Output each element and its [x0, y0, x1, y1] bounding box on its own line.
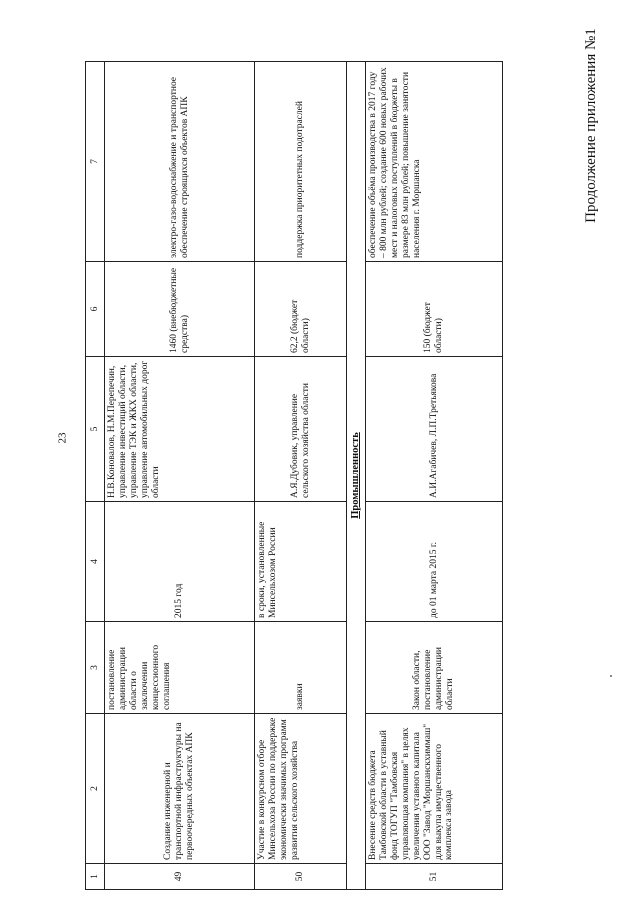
- funding-cell: 62,2 (бюджет области): [255, 262, 347, 357]
- scan-speck: [610, 675, 612, 677]
- responsible-cell: А.Я.Дубовик, управление сельского хозяйства области: [255, 357, 347, 502]
- term-cell: 2015 год: [105, 502, 255, 622]
- table-container: [85, 62, 503, 890]
- col-header: 1: [86, 864, 105, 890]
- col-header: 6: [86, 262, 105, 357]
- table-header-row: [86, 62, 105, 890]
- row-number: 51: [366, 864, 503, 890]
- measure-cell: Создание инженерной и транспортной инфраструктуры на первоочередных объектах АПК: [105, 714, 255, 864]
- term-cell: до 01 марта 2015 г.: [366, 502, 503, 622]
- col-header: 7: [86, 62, 105, 262]
- annex-title: Продолжение приложения №1: [582, 27, 599, 223]
- col-header: 4: [86, 502, 105, 622]
- document-cell: заявки: [255, 622, 347, 714]
- measure-cell: Внесение средств бюджета Тамбовской области в уставный фонд ТОГУП "Тамбовская управляющая компания" в целях увеличения уставного капитала ООО "Завод "Моршанскхиммаш" для выкупа имущественного комплекса завода: [366, 714, 503, 864]
- measures-table: [85, 61, 503, 890]
- term-cell: в сроки, установленные Минсельхозом России: [255, 502, 347, 622]
- responsible-cell: Н.В.Коновалов, Н.М.Перепечин, управление инвестиций области, управление ТЭК и ЖКХ области, управление автомобильных дорог области: [105, 357, 255, 502]
- row-number: 50: [255, 864, 347, 890]
- table-row: [366, 62, 503, 890]
- section-row: [347, 62, 366, 890]
- table-row: [105, 62, 255, 890]
- measure-cell: Участие в конкурсном отборе Минсельхоза России по поддержке экономически значимых программ развития сельского хозяйства: [255, 714, 347, 864]
- document-cell: постановление администрации области о заключении концессионного соглашения: [105, 622, 255, 714]
- document-cell: Закон области, постановление администрации области: [366, 622, 503, 714]
- row-number: 49: [105, 864, 255, 890]
- result-cell: обеспечение объёма производства в 2017 году – 800 млн рублей; создание 600 новых рабочих мест и налоговых поступлений в бюджеты в размере 83 млн рублей; повышение занятости населения г. Моршанска: [366, 62, 503, 262]
- funding-cell: 1460 (внебюджетные средства): [105, 262, 255, 357]
- result-cell: поддержка приоритетных подотраслей: [255, 62, 347, 262]
- funding-cell: 150 (бюджет области): [366, 262, 503, 357]
- col-header: 3: [86, 622, 105, 714]
- section-title: Промышленность: [347, 62, 366, 890]
- table-row: [255, 62, 347, 890]
- responsible-cell: А.И.Агабичев, Л.П.Третьякова: [366, 357, 503, 502]
- col-header: 5: [86, 357, 105, 502]
- col-header: 2: [86, 714, 105, 864]
- page-number: 23: [56, 432, 68, 444]
- result-cell: электро-газо-водоснабжение и транспортное обеспечение строящихся объектов АПК: [105, 62, 255, 262]
